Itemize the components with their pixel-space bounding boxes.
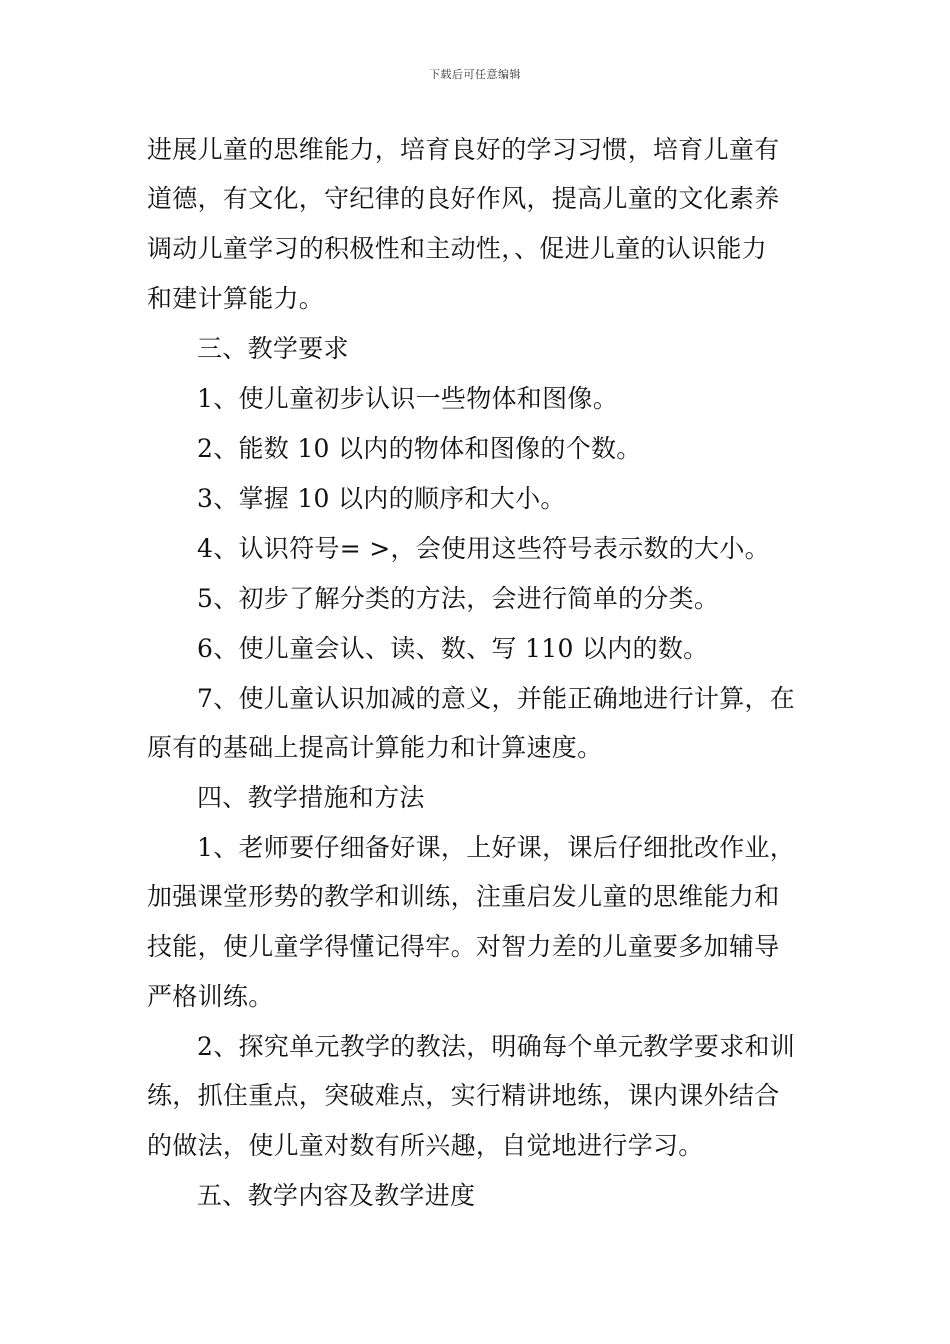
list-item: 1、老师要仔细备好课，上好课，课后仔细批改作业，	[197, 833, 796, 862]
paragraph-line: 进展儿童的思维能力，培育良好的学习习惯，培育儿童有	[147, 135, 780, 164]
list-item: 7、使儿童认识加减的意义，并能正确地进行计算，在	[197, 684, 796, 713]
list-item: 5、初步了解分类的方法，会进行简单的分类。	[197, 584, 720, 613]
paragraph-line: 严格训练。	[147, 982, 274, 1011]
list-item: 4、认识符号= >，会使用这些符号表示数的大小。	[197, 534, 770, 563]
list-item: 3、掌握 10 以内的顺序和大小。	[197, 484, 566, 513]
paragraph-line: 加强课堂形势的教学和训练，注重启发儿童的思维能力和	[147, 882, 780, 911]
list-item: 1、使儿童初步认识一些物体和图像。	[197, 384, 619, 413]
paragraph-line: 技能，使儿童学得懂记得牢。对智力差的儿童要多加辅导	[147, 932, 780, 961]
paragraph-line: 练，抓住重点，突破难点，实行精讲地练，课内课外结合	[147, 1081, 780, 1110]
list-item: 2、能数 10 以内的物体和图像的个数。	[197, 434, 642, 463]
paragraph-line: 和建计算能力。	[147, 284, 325, 313]
paragraph-line: 道德，有文化，守纪律的良好作风，提高儿童的文化素养	[147, 184, 780, 213]
section-heading: 五、教学内容及教学进度	[197, 1181, 476, 1210]
section-heading: 三、教学要求	[197, 334, 349, 363]
paragraph-line: 的做法，使儿童对数有所兴趣，自觉地进行学习。	[147, 1131, 704, 1160]
list-item: 2、探究单元教学的教法，明确每个单元教学要求和训	[197, 1032, 796, 1061]
paragraph-line: 调动儿童学习的积极性和主动性，、促进儿童的认识能力	[147, 234, 768, 263]
section-heading: 四、教学措施和方法	[197, 783, 425, 812]
page-header: 下载后可任意编辑	[429, 68, 521, 81]
list-item: 6、使儿童会认、读、数、写 110 以内的数。	[197, 634, 709, 663]
paragraph-line: 原有的基础上提高计算能力和计算速度。	[147, 733, 603, 762]
